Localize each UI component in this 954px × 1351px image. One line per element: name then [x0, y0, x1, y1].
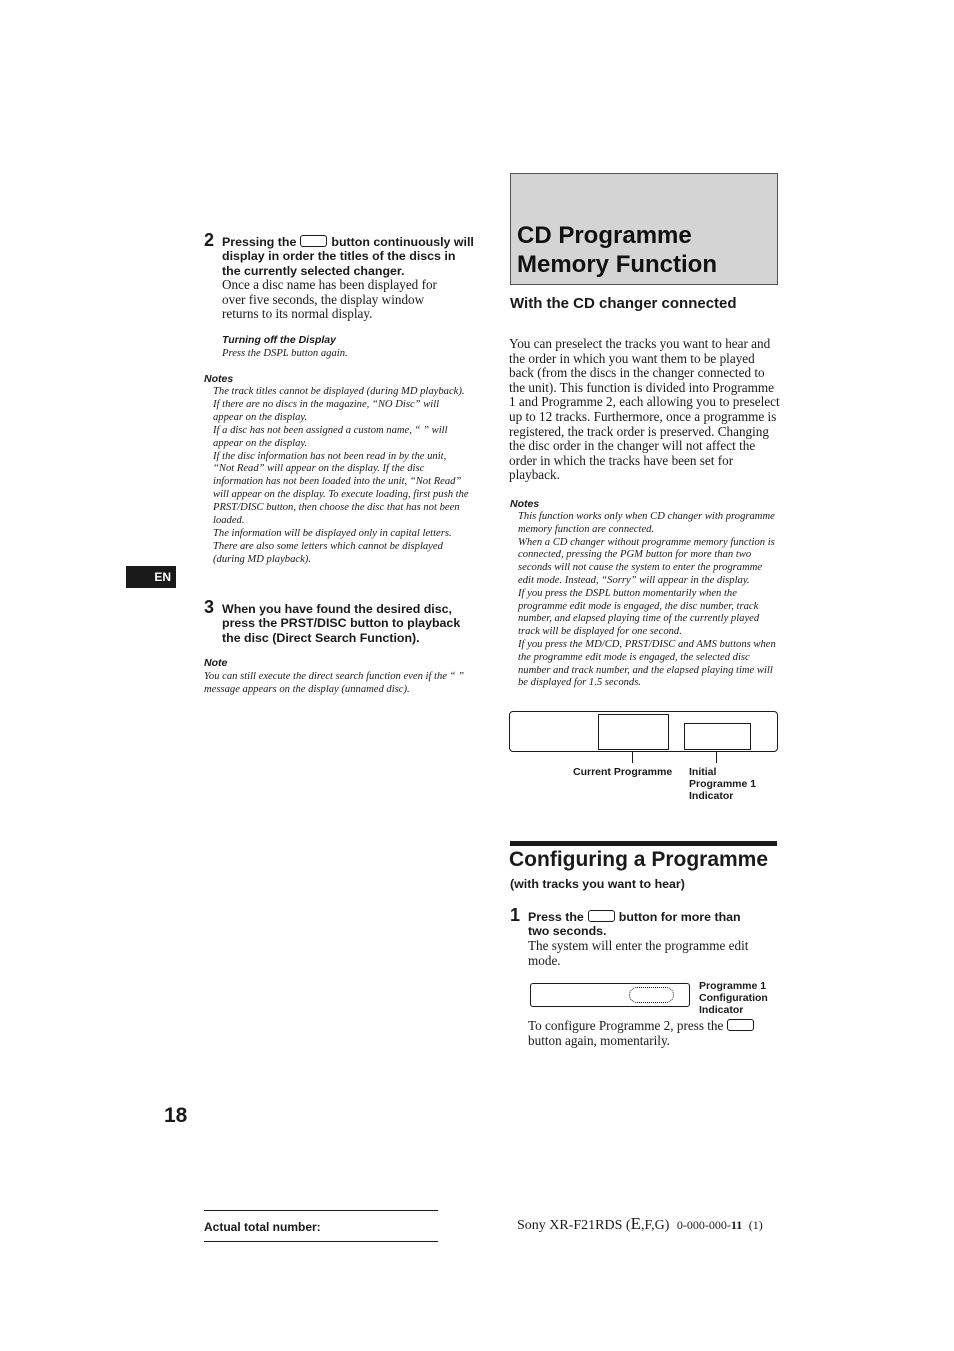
programme-config-label: Programme 1 Configuration Indicator — [699, 980, 768, 1016]
section-subtitle: With the CD changer connected — [510, 295, 737, 312]
actual-total-label: Actual total number: — [204, 1220, 321, 1234]
step-instruction: Press the button for more than two seconds. — [528, 910, 741, 939]
section-title-box — [510, 173, 778, 285]
current-programme-area — [598, 714, 669, 750]
note-item: If you press the DSPL button momentarily when the programme edit mode is engaged, the disc number, track number, and elapsed playing time of the currently played track will be displayed for one second. — [518, 587, 760, 638]
step-body: The system will enter the programme edit mode. — [528, 938, 749, 968]
display-figure — [509, 711, 778, 752]
turning-off-text: Press the DSPL button again. — [222, 348, 348, 359]
leader-line — [632, 752, 633, 763]
notes-list — [518, 511, 780, 690]
section-rule — [510, 841, 777, 846]
note-item: If the disc information has not been read in by the unit, “Not Read” will appear on the display. If the disc information has not been loaded into the unit, “Not Read” will appear on the display. To execute loading, first push the PRST/DISC button, then choose the disc that has not been loaded. — [213, 450, 469, 527]
notes-heading: Notes — [510, 498, 540, 510]
step-body: Once a disc name has been displayed for over five seconds, the display window returns to its normal display. — [222, 277, 437, 322]
config-heading: Configuring a Programme — [509, 848, 769, 871]
note-item: If you press the MD/CD, PRST/DISC and AMS buttons when the programme edit mode is engaged, the selected disc number and track number, and the elapsed playing time will be displayed for 1.5 seconds. — [518, 638, 776, 689]
note-heading: Note — [204, 657, 228, 669]
config-display-figure — [530, 983, 690, 1007]
model-info: Sony XR-F21RDS (E,F,G) 0-000-000-11 (1) — [517, 1214, 763, 1233]
step-instruction: When you have found the desired disc, press the PRST/DISC button to playback the disc (Direct Search Function). — [222, 602, 461, 645]
note-item: The information will be displayed only in capital letters. There are also some letters which cannot be displayed (during MD playback). — [213, 527, 452, 565]
step-number: 1 — [510, 905, 521, 925]
pgm-button-icon — [727, 1019, 754, 1031]
step-instruction: Pressing the button continuously will display in order the titles of the discs in the currently selected changer. — [222, 235, 474, 278]
note-item: The track titles cannot be displayed (during MD playback). — [213, 386, 465, 397]
note-item: If there are no discs in the magazine, “NO Disc” will appear on the display. — [213, 398, 440, 423]
footer-rule-top — [204, 1210, 438, 1211]
dspl-button-icon — [300, 235, 327, 247]
programme-1-blinking-indicator — [629, 987, 674, 1003]
initial-programme-indicator-area — [684, 723, 751, 750]
turning-off-heading: Turning off the Display — [222, 334, 336, 346]
notes-heading: Notes — [204, 373, 234, 385]
section-title: CD Programme Memory Function — [517, 222, 718, 278]
footer-rule-bottom — [204, 1241, 438, 1242]
leader-line — [716, 752, 717, 763]
note-item: If a disc has not been assigned a custom name, “ ” will appear on the display. — [213, 424, 448, 449]
step-number: 2 — [204, 230, 215, 250]
language-tab: EN — [126, 566, 176, 588]
note-item: This function works only when CD changer with programme memory function are connected. — [518, 511, 775, 535]
intro-paragraph: You can preselect the tracks you want to hear and the order in which you want them to be played back (from the discs in the changer connected to the unit). This function is divided into Programme 1 and Programme 2, each allowing you to preselect up to 12 tracks. Furthermore, once a programme is registered, the track order is preserved. Changing the disc order in the changer will not affect the order in which the tracks have been set for playback. — [509, 336, 780, 483]
note-text: You can still execute the direct search function even if the “ ” message appears on the display (unnamed disc). — [204, 671, 465, 695]
current-programme-label: Current Programme — [573, 766, 673, 778]
config-subheading: (with tracks you want to hear) — [510, 877, 685, 891]
config-after-text: To configure Programme 2, press thebutton again, momentarily. — [528, 1019, 776, 1048]
initial-programme-label: Initial Programme 1 Indicator — [689, 766, 757, 802]
pgm-button-icon — [588, 910, 615, 922]
notes-list — [213, 386, 469, 567]
note-item: When a CD changer without programme memory function is connected, pressing the PGM button for more than two seconds will not cause the system to enter the programme edit mode. Instead, “Sorry” will appear in the display. — [518, 536, 775, 586]
step-number: 3 — [204, 597, 215, 617]
page-number: 18 — [164, 1104, 188, 1127]
